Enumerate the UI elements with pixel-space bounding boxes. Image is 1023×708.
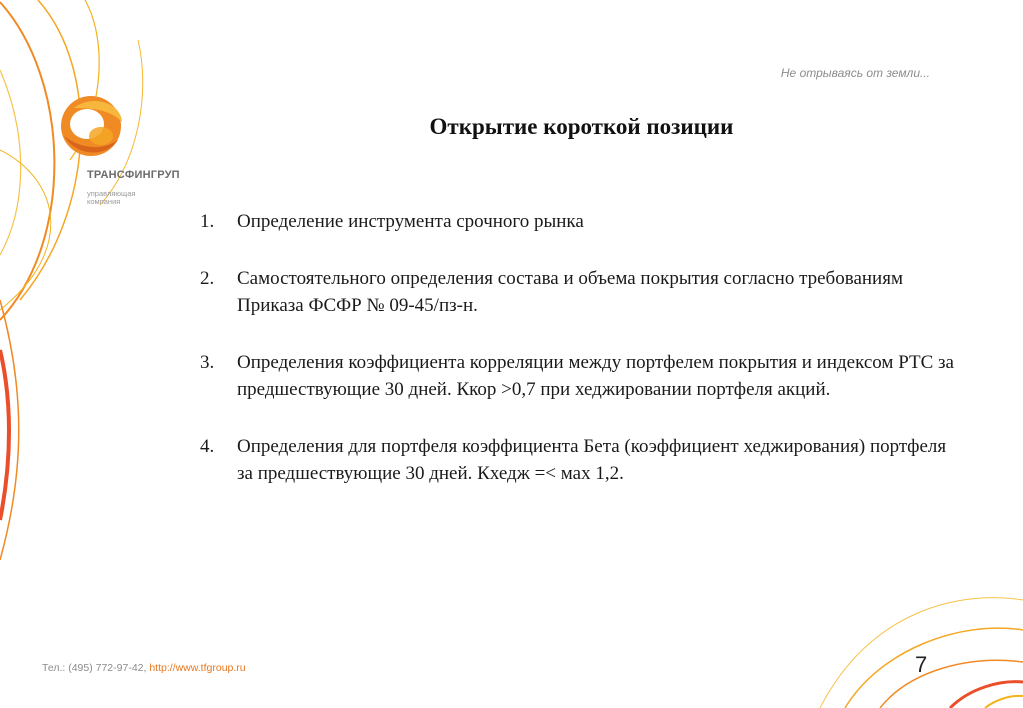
- list-item-text: Определения для портфеля коэффициента Бета (коэффициент хеджирования) портфеля за предшествующие 30 дней. Кхедж =< мах 1,2.: [237, 435, 947, 484]
- list-item: [200, 349, 960, 404]
- list-item-text: Определение инструмента срочного рынка: [237, 211, 584, 232]
- list-item: [200, 265, 960, 320]
- company-name: ТРАНСФИНГРУП: [87, 169, 180, 181]
- arc-top-left-4: [0, 70, 21, 255]
- arc-bottom-right-3: [950, 682, 1023, 708]
- list-item-text: Самостоятельного определения состава и объема покрытия согласно требованиям Приказа ФСФР № 09-45/пз-н.: [237, 267, 903, 316]
- page-title: Открытие короткой позиции: [429, 114, 734, 139]
- arc-left-red: [0, 350, 9, 520]
- arc-top-left-1: [0, 2, 54, 320]
- list-item-number: 2.: [200, 267, 215, 289]
- list-item-number: 3.: [200, 351, 215, 373]
- footer-contacts: [42, 662, 246, 674]
- list-item-text: Определения коэффициента корреляции между портфелем покрытия и индексом РТС за предшествующие 30 дней. Ккор >0,7 при хеджировании портфеля акций.: [237, 351, 954, 400]
- arc-top-left-5: [0, 150, 51, 310]
- page-number: 7: [915, 652, 928, 677]
- requirements-list: [200, 208, 960, 517]
- list-item-number: 4.: [200, 435, 215, 457]
- list-item: [200, 433, 960, 488]
- company-subtitle: управляющая компания: [87, 189, 136, 206]
- footer-website-link[interactable]: http://www.tfgroup.ru: [149, 662, 246, 674]
- footer-phone: Тел.: (495) 772-97-42,: [42, 662, 150, 674]
- arc-bottom-right-1: [845, 628, 1023, 708]
- arc-bottom-right-5: [985, 696, 1023, 708]
- list-item-number: 1.: [200, 211, 215, 232]
- slide-tagline: Не отрываясь от земли...: [780, 66, 930, 80]
- list-item: [200, 208, 960, 236]
